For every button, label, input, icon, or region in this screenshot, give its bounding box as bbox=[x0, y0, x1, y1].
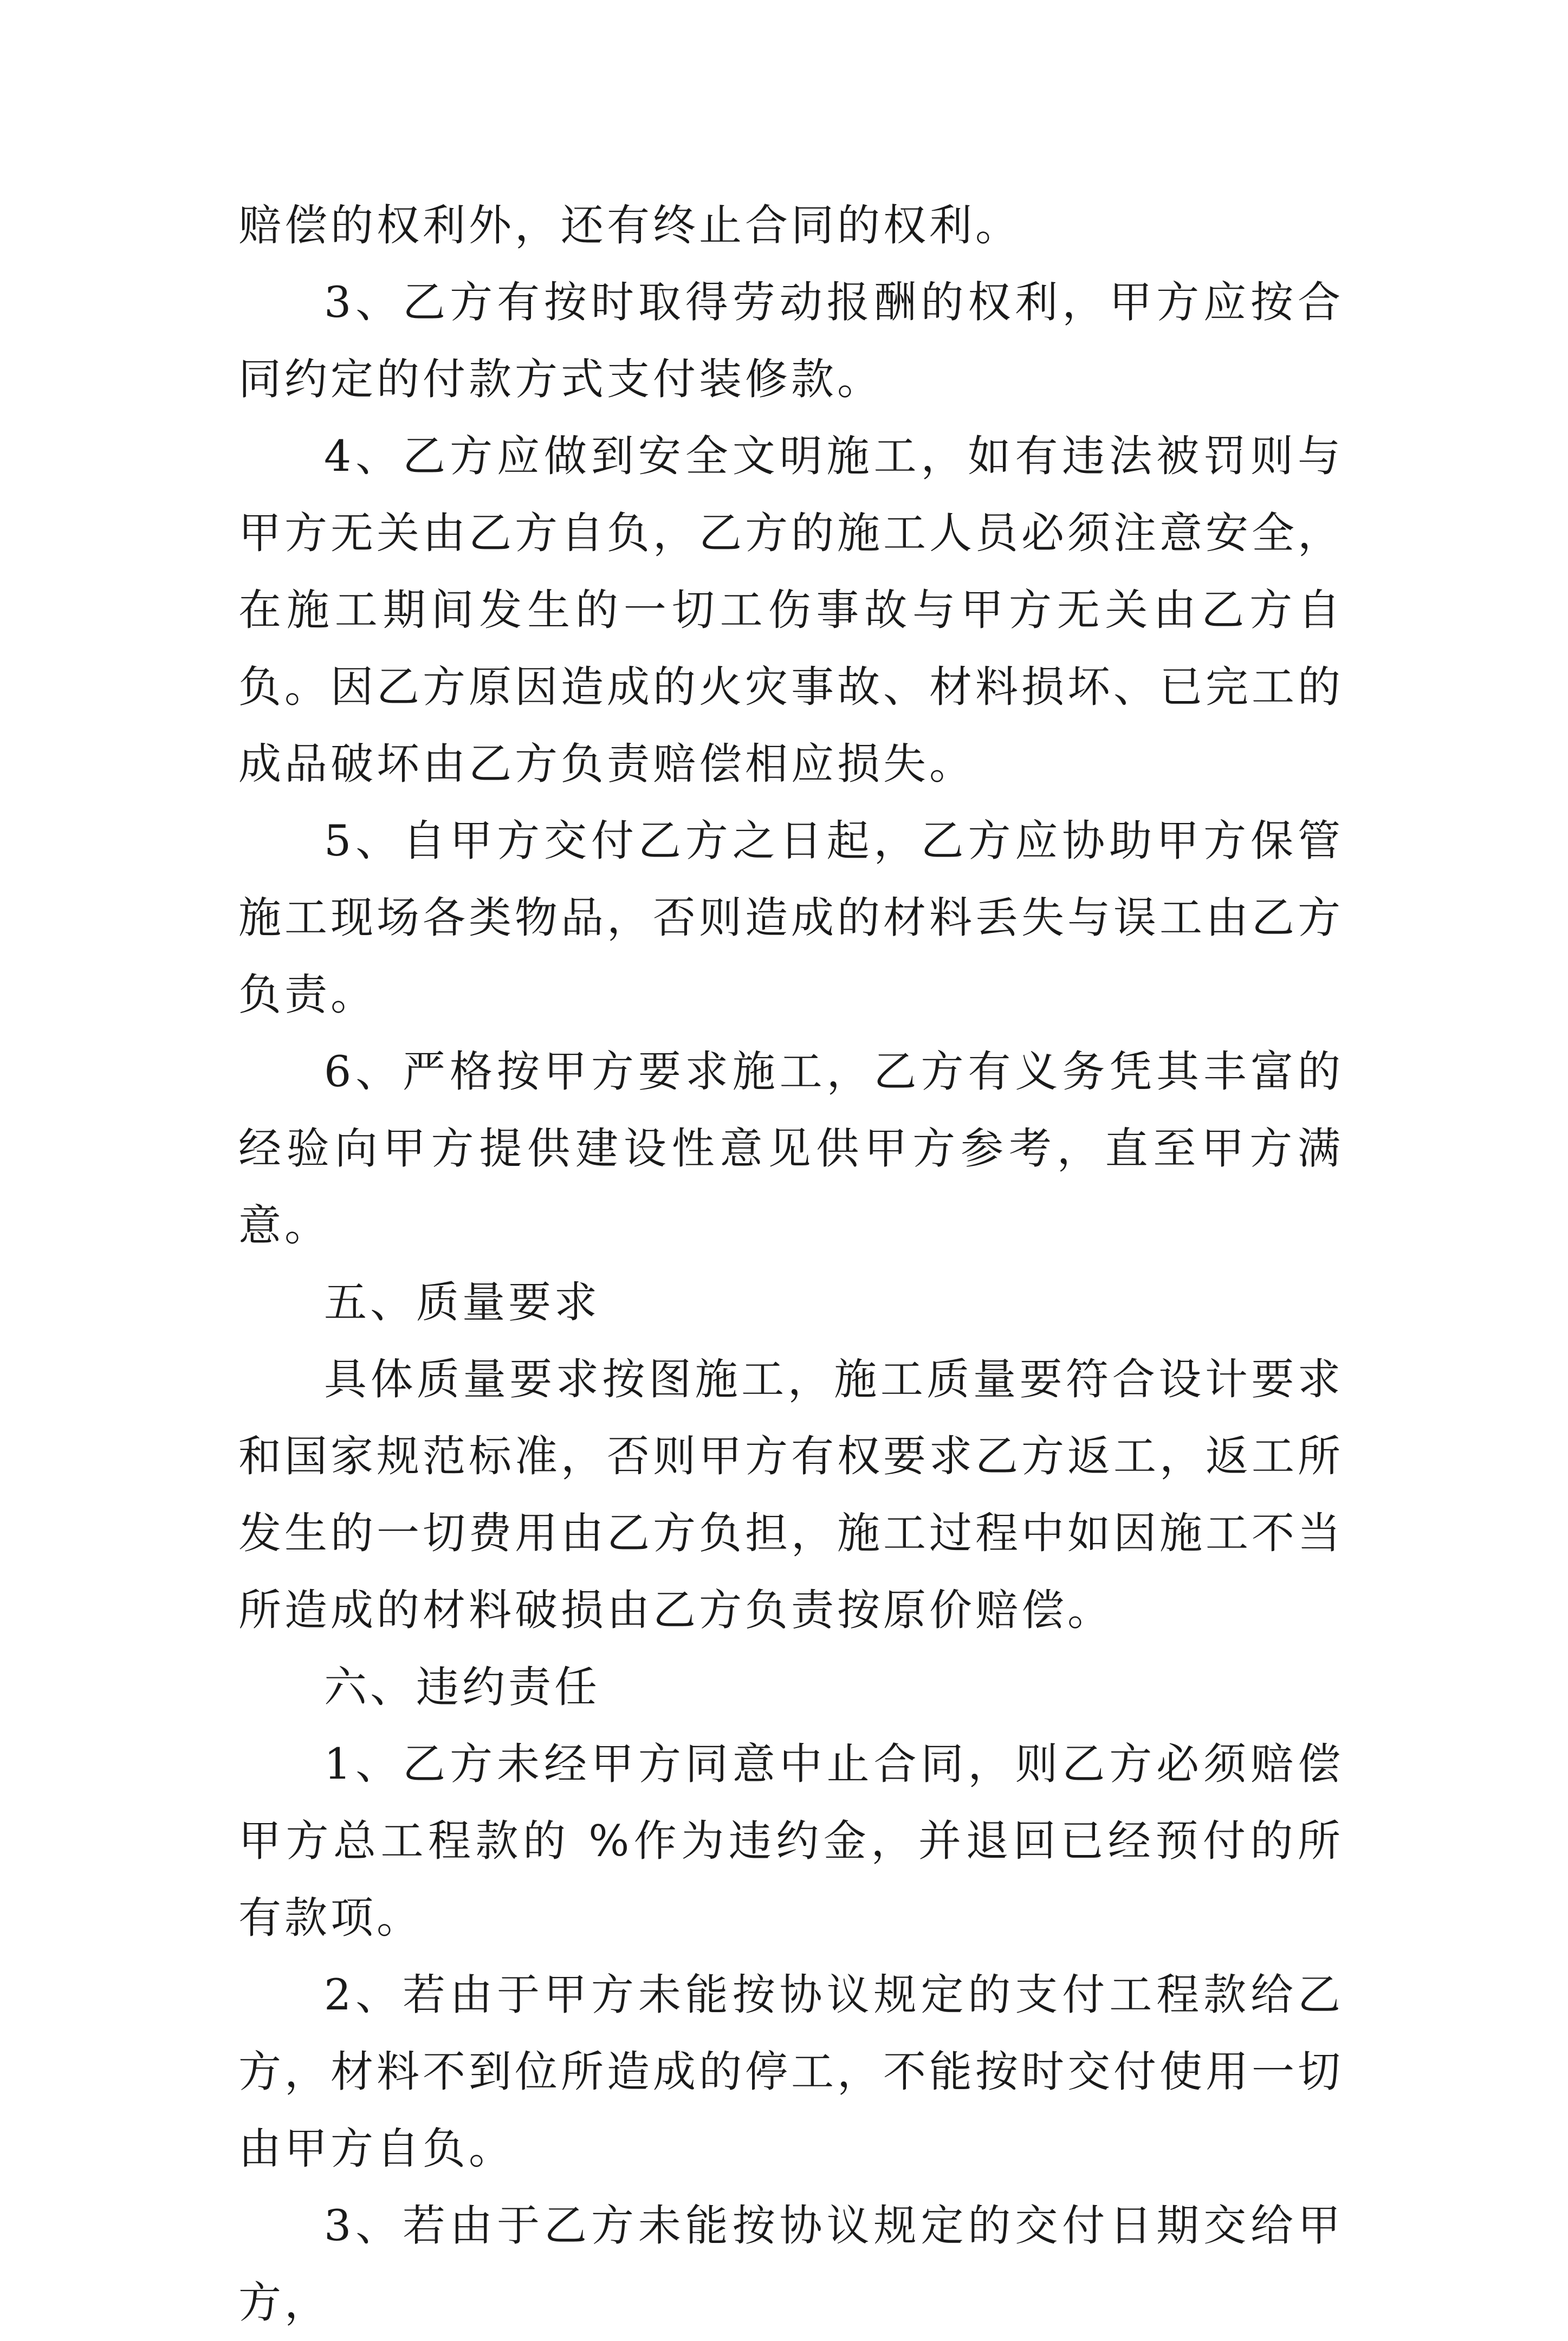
section-heading-breach: 六、违约责任 bbox=[324, 1662, 600, 1712]
paragraph-clause-6-3: 3、若由于乙方未能按协议规定的交付日期交给甲方， bbox=[238, 2201, 1344, 2327]
paragraph-clause-4-5: 5、自甲方交付乙方之日起，乙方应协助甲方保管施工现场各类物品，否则造成的材料丢失与误工由乙方负责。 bbox=[238, 816, 1344, 1020]
section-heading-quality: 五、质量要求 bbox=[324, 1278, 600, 1327]
paragraph-clause-6-2: 2、若由于甲方未能按协议规定的支付工程款给乙方，材料不到位所造成的停工，不能按时交付使用一切由甲方自负。 bbox=[238, 1970, 1344, 2174]
paragraph-clause-6-1: 1、乙方未经甲方同意中止合同，则乙方必须赔偿甲方总工程款的 %作为违约金，并退回已经预付的所有款项。 bbox=[238, 1739, 1344, 1943]
paragraph-clause-4-4: 4、乙方应做到安全文明施工，如有违法被罚则与甲方无关由乙方自负，乙方的施工人员必须注意安全，在施工期间发生的一切工伤事故与甲方无关由乙方自负。因乙方原因造成的火灾事故、材料损坏、已完工的成品破坏由乙方负责赔偿相应损失。 bbox=[238, 431, 1344, 789]
paragraph-clause-4-6: 6、严格按甲方要求施工，乙方有义务凭其丰富的经验向甲方提供建设性意见供甲方参考，直至甲方满意。 bbox=[238, 1047, 1344, 1250]
paragraph-quality-requirements: 具体质量要求按图施工，施工质量要符合设计要求和国家规范标准，否则甲方有权要求乙方返工，返工所发生的一切费用由乙方负担，施工过程中如因施工不当所造成的材料破损由乙方负责按原价赔偿。 bbox=[238, 1354, 1344, 1635]
document-body bbox=[238, 187, 1344, 2341]
paragraph-continuation: 赔偿的权利外，还有终止合同的权利。 bbox=[238, 200, 1021, 250]
paragraph-clause-4-3: 3、乙方有按时取得劳动报酬的权利，甲方应按合同约定的付款方式支付装修款。 bbox=[238, 277, 1344, 404]
